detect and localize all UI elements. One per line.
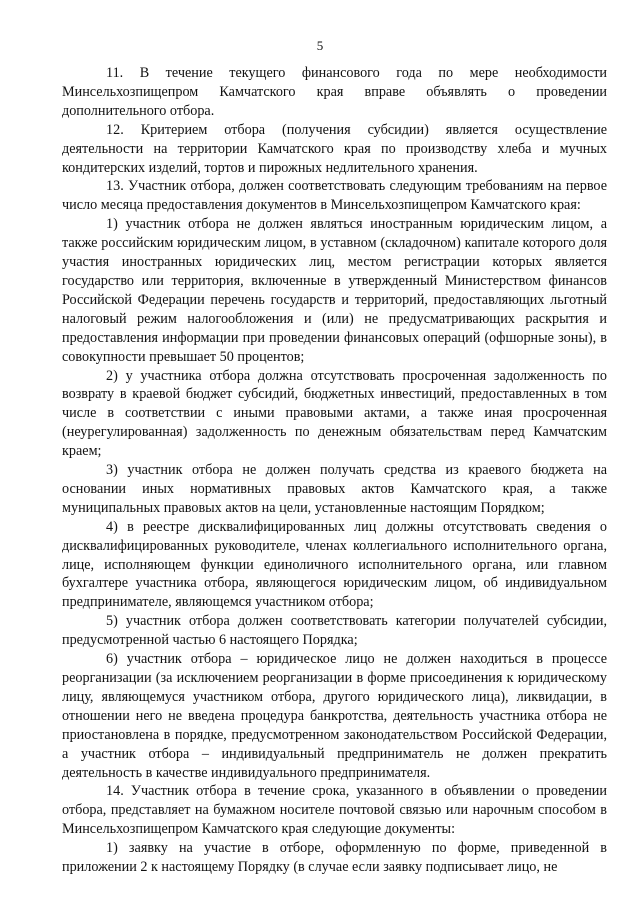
requirement-1-foreign-entity: 1) участник отбора не должен являться иностранным юридическим лицом, а также российским юридическим лицом, в уставном (складочном) капитале которого доля участия иностранных юридических лиц, местом регистрации которых является государство или территория, включенные в утвержденный Министерством финансов Российской Федерации перечень государств и территорий, предоставляющих льготный налоговый режим налогообложения и (или) не предусматривающих раскрытия и предоставления информации при проведении финансовых операций (офшорные зоны), в совокупности превышает 50 процентов; xyxy=(62,216,607,365)
requirement-5-recipient-category: 5) участник отбора должен соответствовать категории получателей субсидии, предусмотренной частью 6 настоящего Порядка; xyxy=(62,613,607,649)
requirement-2-overdue-debt: 2) у участника отбора должна отсутствовать просроченная задолженность по возврату в краевой бюджет субсидий, бюджетных инвестиций, предоставленных в том числе в соответствии с иными правовыми актами, а также иная просроченная (неурегулированная) задолженность по денежным обязательствам перед Камчатским краем; xyxy=(62,367,607,460)
requirement-4-disqualified-persons: 4) в реестре дисквалифицированных лиц должны отсутствовать сведения о дисквалифицированных руководителе, членах коллегиального исполнительного органа, лице, исполняющем функции единоличного исполнительного органа, или главном бухгалтере участника отбора, являющегося юридическим лицом, об индивидуальном предпринимателе, являющемся участником отбора; xyxy=(62,518,607,611)
paragraph-11-additional-selection: 11. В течение текущего финансового года по мере необходимости Минсельхозпищепром Камчатского края вправе объявлять о проведении дополнительного отбора. xyxy=(62,65,607,119)
paragraph-12-selection-criterion: 12. Критерием отбора (получения субсидии) является осуществление деятельности на территории Камчатского края по производству хлеба и мучных кондитерских изделий, тортов и пирожных недлительного хранения. xyxy=(62,121,607,176)
requirement-6-reorganization: 6) участник отбора – юридическое лицо не должен находиться в процессе реорганизации (за исключением реорганизации в форме присоединения к юридическому лицу, являющемуся участником отбора, другого юридического лица), ликвидации, в отношении него не введена процедура банкротства, деятельность участника отбора не приостановлена в порядке, предусмотренном законодательством Российской Федерации, а участник отбора – индивидуальный предприниматель не должен прекратить деятельность в качестве индивидуального предпринимателя. xyxy=(62,651,607,781)
paragraph-14-documents-submission: 14. Участник отбора в течение срока, указанного в объявлении о проведении отбора, представляет на бумажном носителе почтовой связью или нарочным способом в Минсельхозпищепром Камчатского края следующие документы: xyxy=(62,783,607,838)
document-1-application: 1) заявку на участие в отборе, оформленную по форме, приведенной в приложении 2 к настоящему Порядку (в случае если заявку подписывает лицо, не xyxy=(62,840,607,876)
paragraph-13-participant-requirements: 13. Участник отбора, должен соответствовать следующим требованиям на первое число месяца предоставления документов в Минсельхозпищепром Камчатского края: xyxy=(62,178,607,214)
requirement-3-other-funding: 3) участник отбора не должен получать средства из краевого бюджета на основании иных нормативных правовых актов Камчатского края, а также муниципальных правовых актов на цели, установленные настоящим Порядком; xyxy=(62,462,607,516)
document-body xyxy=(62,64,607,877)
page-number: 5 xyxy=(316,38,324,53)
